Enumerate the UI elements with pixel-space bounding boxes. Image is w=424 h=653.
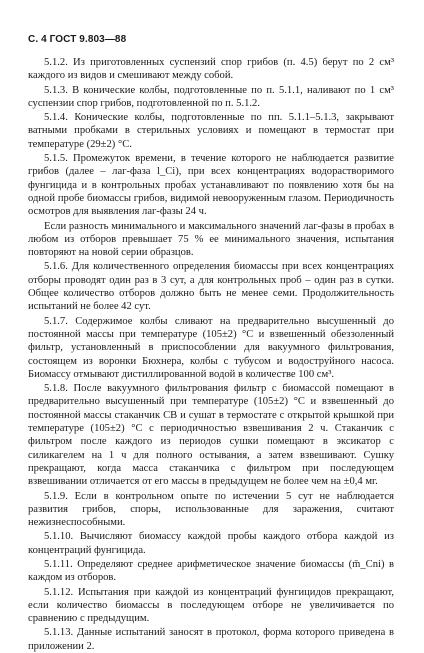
paragraph-5-1-8: 5.1.8. После вакуумного фильтрования фильтр с биомассой помещают в предварительно высушенный при температуре (105±2) °С и взвешенный до постоянной массы стаканчик СВ и сушат в термостате с открытой крышкой при температуре (105±2) °С с периодичностью взвешивания 2 ч. Стаканчик с фильтром после каждого из периодов сушки помещают в эксикатор с силикагелем на 1 ч для полного остывания, а затем взвешивают. Сушку прекращают, когда масса стаканчика с фильтром при последующем взвешивании отличается от его массы в предыдущем не более чем на ±0,4 мг. [28, 383, 394, 488]
paragraph-5-1-2: 5.1.2. Из приготовленных суспензий спор грибов (п. 4.5) берут по 2 см³ каждого из видов и смешивают между собой. [28, 57, 394, 82]
paragraph-5-1-9: 5.1.9. Если в контрольном опыте по истечении 5 сут не наблюдается развития грибов, споры, использованные для заражения, считают нежизнеспособными. [28, 490, 394, 529]
paragraph-5-1-5: 5.1.5. Промежуток времени, в течение которого не наблюдается развитие грибов (далее – лаг-фаза l_Ci), при всех концентрациях водорастворимого фунгицида и в контрольных пробах устанавливают по появлению хотя бы на одной пробе биомассы грибов, видимой невооруженным глазом. Периодичность осмотров для выявления лаг-фазы 24 ч. [28, 153, 394, 218]
paragraph-5-1-7: 5.1.7. Содержимое колбы сливают на предварительно высушенный до постоянной массы при температуре (105±2) °С и взвешенный обеззоленный фильтр, установленный в приспособлении для вакуумного фильтрования, состоящем из воронки Бюхнера, колбы с тубусом и водоструйного насоса. Биомассу отмывают дистиллированной водой в количестве 100 см³. [28, 315, 394, 380]
paragraph-lag-phase-note: Если разность минимального и максимального значений лаг-фазы в пробах в любом из отборов превышает 75 % ее минимального значения, испытания повторяют на новой серии образцов. [28, 220, 394, 259]
paragraph-5-1-6: 5.1.6. Для количественного определения биомассы при всех концентрациях отборы проводят один раз в 3 сут, а для контрольных проб – один раз в сутки. Общее количество отборов должно быть не менее семи. Продолжительность испытаний не более 42 сут. [28, 261, 394, 313]
paragraph-5-1-10: 5.1.10. Вычисляют биомассу каждой пробы каждого отбора каждой из концентраций фунгицида. [28, 531, 394, 556]
paragraph-5-1-4: 5.1.4. Конические колбы, подготовленные по пп. 5.1.1–5.1.3, закрывают ватными пробками в стерильных условиях и помещают в термостат при температуре (29±2) °С. [28, 112, 394, 150]
paragraph-5-1-11: 5.1.11. Определяют среднее арифметическое значение биомассы (m̄_Cni) в каждом из отборов. [28, 558, 394, 584]
paragraph-5-1-3: 5.1.3. В конические колбы, подготовленные по п. 5.1.1, наливают по 1 см³ суспензии спор грибов, подготовленной по п. 5.1.2. [28, 84, 394, 109]
paragraph-5-1-12: 5.1.12. Испытания при каждой из концентраций фунгицидов прекращают, если количество биомассы в последующем отборе не увеличивается по сравнению с предыдущим. [28, 586, 394, 625]
paragraph-5-1-13: 5.1.13. Данные испытаний заносят в протокол, форма которого приведена в приложении 2. [28, 627, 394, 652]
page-header: С. 4 ГОСТ 9.803—88 [28, 34, 127, 45]
